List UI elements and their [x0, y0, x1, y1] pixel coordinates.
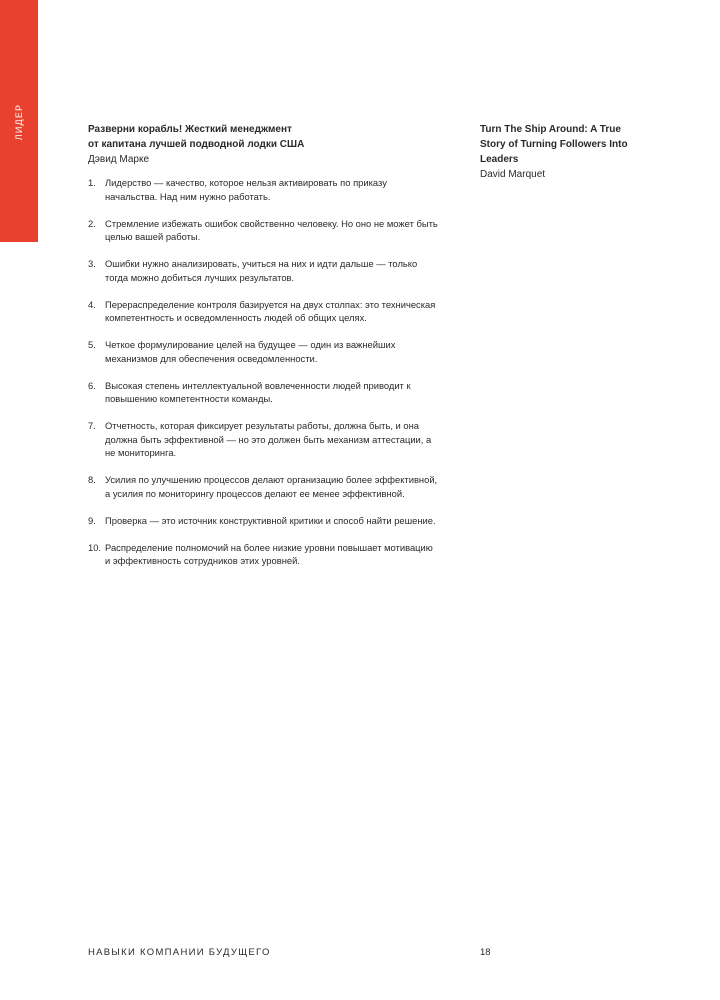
list-item-text: Ошибки нужно анализировать, учиться на них и идти дальше — только тогда можно добиться лучших результатов. — [105, 258, 418, 283]
book-author-ru: Дэвид Марке — [88, 154, 150, 165]
list-item — [88, 338, 440, 365]
list-item-text: Лидерство — качество, которое нельзя активировать по приказу начальства. Над ним нужно работать. — [105, 177, 387, 202]
list-item-number: 10. — [88, 541, 102, 553]
book-author-en: David Marquet — [480, 169, 546, 180]
list-item — [88, 419, 440, 460]
book-title-ru-line1: Разверни корабль! Жесткий менеджмент — [88, 124, 292, 135]
list-item-text: Распределение полномочий на более низкие уровни повышает мотивацию и эффективность сотрудников этих уровней. — [105, 541, 433, 566]
book-title-en-line1: Turn The Ship Around: A True — [480, 124, 621, 135]
list-item-number: 4. — [88, 298, 96, 310]
list-item-number: 2. — [88, 217, 96, 229]
list-item-text: Проверка — это источник конструктивной критики и способ найти решение. — [105, 514, 436, 526]
section-label: ЛИДЕР — [14, 103, 24, 141]
list-item — [88, 514, 440, 528]
list-item-text: Четкое формулирование целей на будущее — один из важнейших механизмов для обеспечения осведомленности. — [105, 339, 396, 364]
book-title-ru-line2: от капитана лучшей подводной лодки США — [88, 139, 305, 150]
list-item-text: Стремление избежать ошибок свойственно человеку. Но оно не может быть целью вашей работы. — [105, 217, 438, 242]
list-item-text: Отчетность, которая фиксирует результаты работы, должна быть, и она должна быть эффективной — но это должен быть механизм аттестации, а не мониторинга. — [105, 420, 432, 458]
list-item — [88, 379, 440, 406]
section-side-tab — [0, 0, 38, 242]
page-number: 18 — [480, 947, 491, 958]
book-header-ru — [88, 122, 388, 167]
list-item-number: 9. — [88, 514, 96, 526]
key-points-list — [88, 176, 440, 581]
list-item-text: Высокая степень интеллектуальной вовлеченности людей приводит к повышению компетентности команды. — [105, 379, 411, 404]
list-item — [88, 217, 440, 244]
list-item-text: Перераспределение контроля базируется на двух столпах: это техническая компетентность и осведомленность людей об общих целях. — [105, 298, 436, 323]
list-item-number: 1. — [88, 177, 96, 188]
list-item-text: Усилия по улучшению процессов делают организацию более эффективной, а усилия по мониторингу процессов делают ее менее эффективной. — [105, 474, 438, 499]
list-item — [88, 176, 440, 203]
list-item-number: 3. — [88, 258, 96, 269]
list-item-number: 6. — [88, 379, 96, 391]
list-item — [88, 541, 440, 568]
list-item — [88, 298, 440, 325]
book-title-en-line2: Story of Turning Followers Into — [480, 139, 628, 150]
list-item-number: 8. — [88, 474, 96, 485]
list-item-number: 5. — [88, 339, 96, 350]
book-title-en-line3: Leaders — [480, 154, 519, 165]
footer-title: НАВЫКИ КОМПАНИИ БУДУЩЕГО — [88, 947, 271, 958]
book-header-en — [480, 122, 650, 182]
list-item — [88, 473, 440, 500]
list-item-number: 7. — [88, 420, 96, 431]
list-item — [88, 257, 440, 284]
